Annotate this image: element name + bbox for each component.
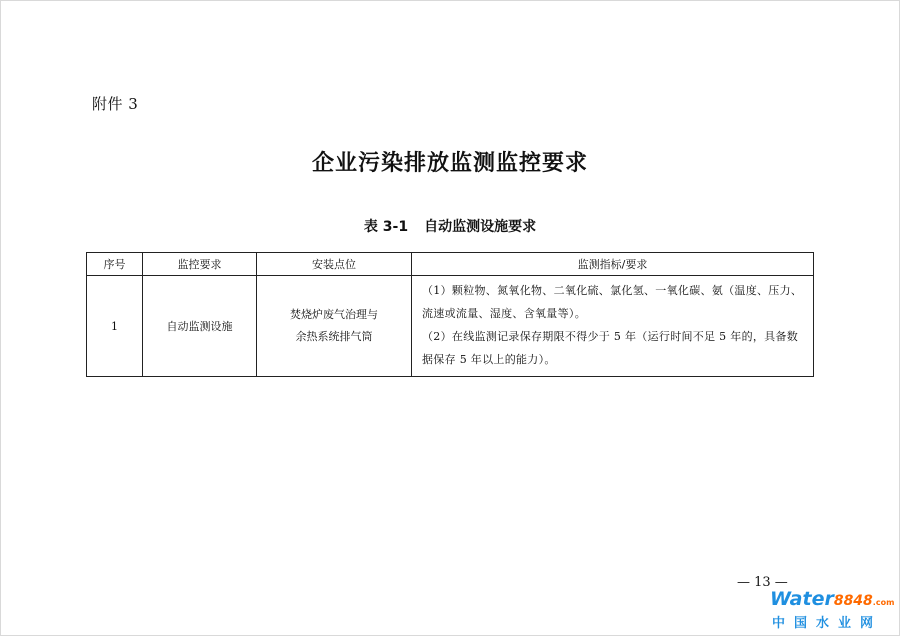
table-caption [0,216,900,236]
indicator-item-2: （2）在线监测记录保存期限不得少于 5 年（运行时间不足 5 年的，具备数据保存 5 年以上的能力）。 [422,330,799,366]
header-indicators: 监测指标/要求 [412,253,814,276]
table-row [87,276,814,377]
table-caption-text: 自动监测设施要求 [424,219,537,235]
cell-location [257,276,412,377]
watermark-brand [770,588,894,610]
table-header-row [87,253,814,276]
header-requirement: 监控要求 [143,253,257,276]
watermark-brand-word: Water [770,588,834,610]
location-line-1: 焚烧炉废气治理与 [290,308,378,321]
cell-index: 1 [87,276,143,377]
attachment-label: 附件 3 [92,95,139,113]
header-index: 序号 [87,253,143,276]
header-location: 安装点位 [257,253,412,276]
watermark-brand-number: 8848 [833,593,873,609]
cell-requirement: 自动监测设施 [143,276,257,377]
watermark-chinese: 中国水业网 [772,616,883,631]
table-number: 表 3-1 [363,219,409,235]
watermark-brand-suffix: .com [872,598,895,607]
requirements-table [86,252,814,377]
document-title: 企业污染排放监测监控要求 [311,151,588,176]
cell-indicators [412,276,814,377]
watermark-logo [770,588,894,632]
page-number: — 13 — [737,575,788,590]
location-line-2: 余热系统排气筒 [295,330,373,343]
indicator-item-1: （1）颗粒物、氮氧化物、二氧化硫、氯化氢、一氧化碳、氨（温度、压力、流速或流量、湿度、含氧量等）。 [422,284,803,320]
